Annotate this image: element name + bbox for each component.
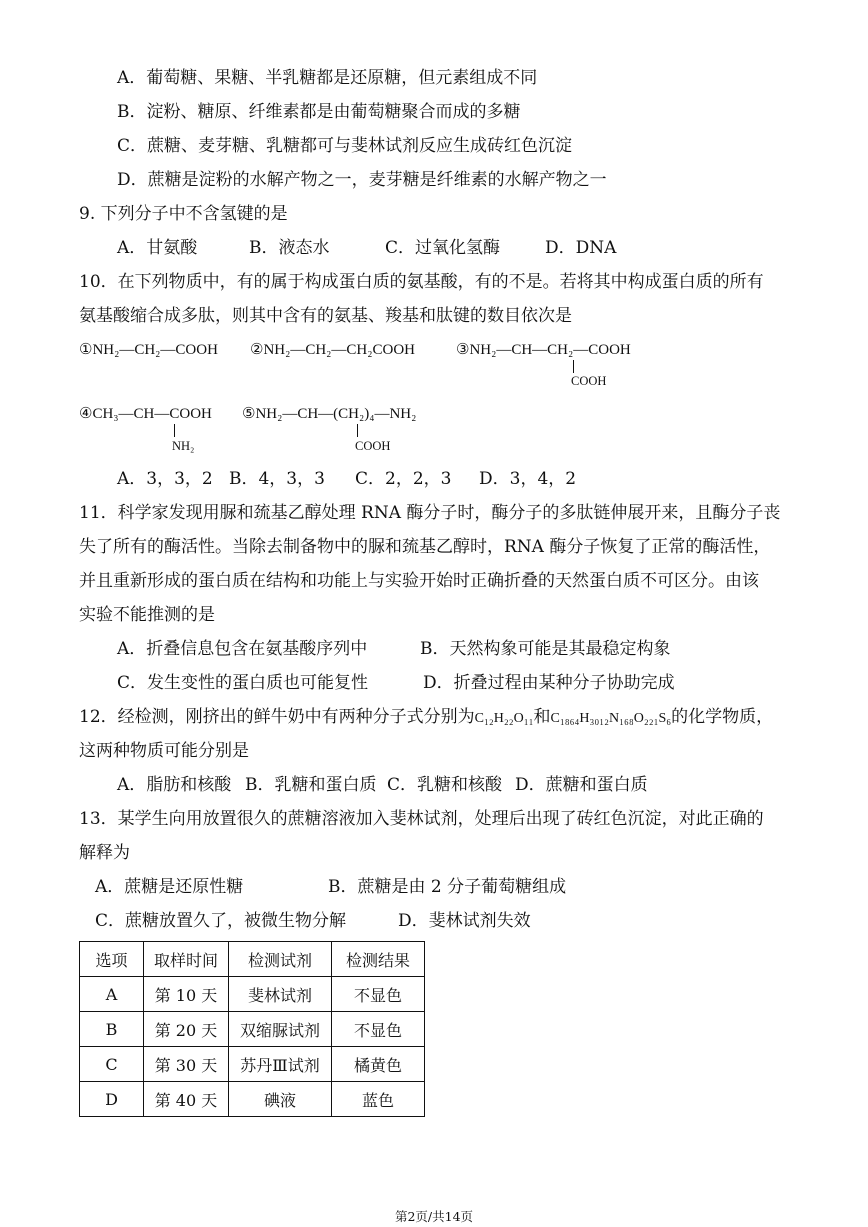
q10-option-d: D．3，4，2 [479, 469, 577, 489]
formula-4: ④CH₃—CH—COOH [79, 406, 212, 422]
table-row [80, 1012, 425, 1047]
table-cell: 苏丹Ⅲ试剂 [229, 1047, 332, 1082]
q12-option-b: B．乳糖和蛋白质 [245, 775, 377, 795]
results-table [79, 941, 425, 1117]
q10-options [117, 469, 576, 489]
q8-option-d: D．蔗糖是淀粉的水解产物之一，麦芽糖是纤维素的水解产物之一 [117, 170, 607, 190]
q11-option-d: D．折叠过程由某种分子协助完成 [423, 673, 675, 693]
table-cell: 蓝色 [332, 1082, 425, 1117]
q8-option-a: A．葡萄糖、果糖、半乳糖都是还原糖，但元素组成不同 [117, 68, 538, 88]
q13-line1: 13．某学生向用放置很久的蔗糖溶液加入斐林试剂，处理后出现了砖红色沉淀，对此正确的 [79, 809, 764, 829]
table-row [80, 977, 425, 1012]
table-row [80, 1047, 425, 1082]
q12-stem-c: 的化学物质， [671, 707, 774, 727]
q13-option-d: D．斐林试剂失效 [398, 911, 531, 931]
table-cell: 第 40 天 [144, 1082, 229, 1117]
table-row [80, 1082, 425, 1117]
formula-3: ③NH₂—CH—CH₂—COOH [456, 342, 631, 358]
table-cell: 碘液 [229, 1082, 332, 1117]
table-header-row [80, 942, 425, 977]
q13-option-c: C．蔗糖放置久了，被微生物分解 [95, 911, 347, 931]
q9-option-c: C．过氧化氢酶 [385, 238, 501, 258]
table-cell: 不显色 [332, 1012, 425, 1047]
q9-option-d: D．DNA [545, 238, 617, 258]
formula-4-bond [174, 424, 175, 437]
q12-formula-1: C₁₂H₂₂O₁₁ [474, 711, 534, 726]
table-header-cell: 取样时间 [144, 942, 229, 977]
table-cell: D [80, 1082, 144, 1117]
q11-line4: 实验不能推测的是 [79, 605, 215, 625]
formula-1: ①NH₂—CH₂—COOH [79, 342, 218, 358]
formula-5-branch: COOH [355, 439, 391, 453]
q11-option-c: C．发生变性的蛋白质也可能复性 [117, 673, 369, 693]
table-cell: 不显色 [332, 977, 425, 1012]
table-cell: 斐林试剂 [229, 977, 332, 1012]
q11-option-b: B．天然构象可能是其最稳定构象 [420, 639, 671, 659]
q13-option-b: B．蔗糖是由 2 分子葡萄糖组成 [328, 877, 567, 897]
table-cell: B [80, 1012, 144, 1047]
q9-stem: 9. 下列分子中不含氢键的是 [79, 204, 288, 224]
q10-option-a: A．3，3，2 [117, 469, 213, 489]
table-cell: 第 20 天 [144, 1012, 229, 1047]
q10-stem-line2: 氨基酸缩合成多肽，则其中含有的氨基、羧基和肽键的数目依次是 [79, 306, 572, 326]
table-cell: 双缩脲试剂 [229, 1012, 332, 1047]
q12-option-d: D．蔗糖和蛋白质 [515, 775, 648, 795]
formula-2: ②NH₂—CH₂—CH₂COOH [250, 342, 415, 358]
formula-4-branch: NH₂ [172, 439, 195, 453]
table-cell: 第 10 天 [144, 977, 229, 1012]
table-header-cell: 选项 [80, 942, 144, 977]
formula-3-bond [573, 360, 574, 373]
q11-line3: 并且重新形成的蛋白质在结构和功能上与实验开始时正确折叠的天然蛋白质不可区分。由该 [79, 571, 759, 591]
q12-stem [79, 707, 773, 729]
q11-line2: 失了所有的酶活性。当除去制备物中的脲和巯基乙醇时，RNA 酶分子恢复了正常的酶活性， [79, 537, 771, 557]
q9-option-b: B．液态水 [249, 238, 330, 258]
q13-option-a: A．蔗糖是还原性糖 [95, 877, 244, 897]
q10-stem-line1: 10．在下列物质中，有的属于构成蛋白质的氨基酸，有的不是。若将其中构成蛋白质的所有 [79, 272, 764, 292]
q12-stem-b: 和 [533, 707, 551, 727]
q12-stem-a: 12．经检测，刚挤出的鲜牛奶中有两种分子式分别为 [79, 707, 475, 727]
page-footer: 第2页/共14页 [394, 1209, 474, 1224]
formula-5: ⑤NH₂—CH—(CH₂)₄—NH₂ [242, 406, 417, 422]
table-header-cell: 检测结果 [332, 942, 425, 977]
table-cell: 橘黄色 [332, 1047, 425, 1082]
q8-option-c: C．蔗糖、麦芽糖、乳糖都可与斐林试剂反应生成砖红色沉淀 [117, 136, 573, 156]
formula-3-branch: COOH [571, 374, 607, 388]
q13-line2: 解释为 [79, 843, 130, 863]
table-header-cell: 检测试剂 [229, 942, 332, 977]
q12-line2: 这两种物质可能分别是 [79, 741, 249, 761]
q11-option-a: A．折叠信息包含在氨基酸序列中 [117, 639, 368, 659]
table-cell: A [80, 977, 144, 1012]
q9-options [117, 238, 616, 258]
q8-option-b: B．淀粉、糖原、纤维素都是由葡萄糖聚合而成的多糖 [117, 102, 521, 122]
q11-line1: 11．科学家发现用脲和巯基乙醇处理 RNA 酶分子时，酶分子的多肽链伸展开来，且酶分子丧 [79, 503, 781, 523]
table-cell: 第 30 天 [144, 1047, 229, 1082]
q10-option-b: B．4，3，3 [229, 469, 325, 489]
q12-options [117, 775, 648, 795]
q12-option-c: C．乳糖和核酸 [387, 775, 503, 795]
q9-option-a: A．甘氨酸 [117, 238, 198, 258]
q10-option-c: C．2，2，3 [355, 469, 452, 489]
q12-formula-2: C₁₈₆₄H₃₀₁₂N₁₆₈O₂₂₁S₆ [550, 711, 672, 726]
table-cell: C [80, 1047, 144, 1082]
q12-option-a: A．脂肪和核酸 [117, 775, 232, 795]
formula-5-bond [357, 424, 358, 437]
